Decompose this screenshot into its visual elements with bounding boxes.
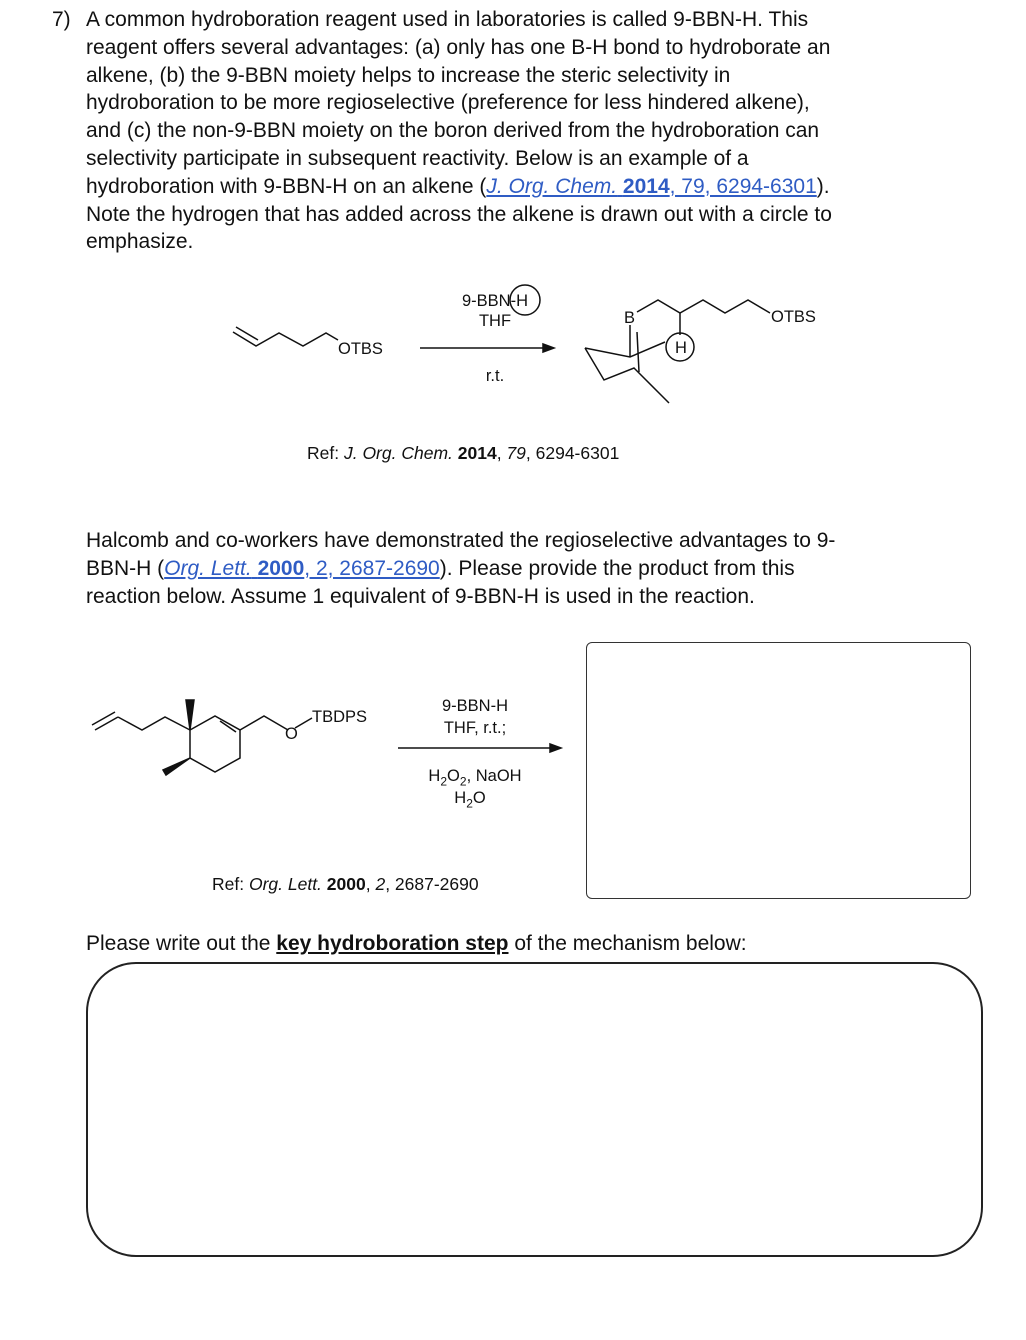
intro-line-1: A common hydroboration reagent used in laboratories is called 9-BBN-H. This: [86, 8, 809, 31]
reagent2-h2o2-naoh: $H_2O_2$, NaOH: [428, 767, 522, 789]
reagent2-9bbn-h: 9-BBN-H: [441, 697, 508, 715]
tbdps-label: TBDPS: [312, 708, 368, 726]
intro-line-8: Note the hydrogen that has added across the alkene is drawn out with a circle to: [86, 202, 832, 226]
intro-line-4: hydroboration to be more regioselective (preference for less hindered alkene),: [86, 91, 810, 115]
reference-link-orglett[interactable]: Org. Lett. 2000, 2, 2687-2690: [164, 556, 440, 580]
reagent-9bbn-h: 9-BBN-H: [461, 292, 528, 310]
product-otbs-label: OTBS: [771, 308, 816, 326]
intro-line-3: alkene, (b) the 9-BBN moiety helps to increase the steric selectivity in: [86, 63, 731, 87]
reference-link-joc[interactable]: J. Org. Chem. 2014, 79, 6294-6301: [486, 174, 817, 198]
intro-line-7: hydroboration with 9-BBN-H on an alkene (J. Org. Chem. 2014, 79, 6294-6301).: [86, 174, 830, 198]
mechanism-prompt: Please write out the key hydroboration step of the mechanism below:: [86, 932, 747, 955]
scheme1-reference: Ref: J. Org. Chem. 2014, 79, 6294-6301: [307, 443, 620, 463]
reagent2-thf-rt: THF, r.t.;: [443, 719, 507, 737]
reagent2-water: $H_2O$: [454, 789, 486, 811]
p2-line-3: reaction below. Assume 1 equivalent of 9-BBN-H is used in the reaction.: [86, 584, 755, 608]
reagent-thf: THF: [478, 312, 512, 330]
product-answer-box[interactable]: [586, 642, 971, 899]
intro-line-9: emphasize.: [86, 230, 194, 254]
mechanism-answer-box[interactable]: [86, 962, 983, 1257]
p2-line-2: BBN-H (Org. Lett. 2000, 2, 2687-2690). Please provide the product from this: [86, 556, 795, 580]
scheme2-reference: Ref: Org. Lett. 2000, 2, 2687-2690: [212, 874, 479, 894]
intro-line-2: reagent offers several advantages: (a) only has one B-H bond to hydroborate an: [86, 35, 831, 59]
product-boron-label: B: [624, 309, 636, 327]
reagent-rt: r.t.: [485, 367, 505, 385]
intro-line-6: selectivity participate in subsequent reactivity. Below is an example of a: [86, 146, 749, 170]
oxygen-label: O: [285, 725, 298, 743]
p2-line-1: Halcomb and co-workers have demonstrated the regioselective advantages to 9-: [86, 529, 836, 552]
intro-line-5: and (c) the non-9-BBN moiety on the boron derived from the hydroboration can: [86, 119, 820, 143]
question-number: 7): [52, 8, 71, 31]
circled-hydrogen-label: H: [675, 339, 687, 357]
reactant-otbs-label: OTBS: [338, 340, 383, 358]
